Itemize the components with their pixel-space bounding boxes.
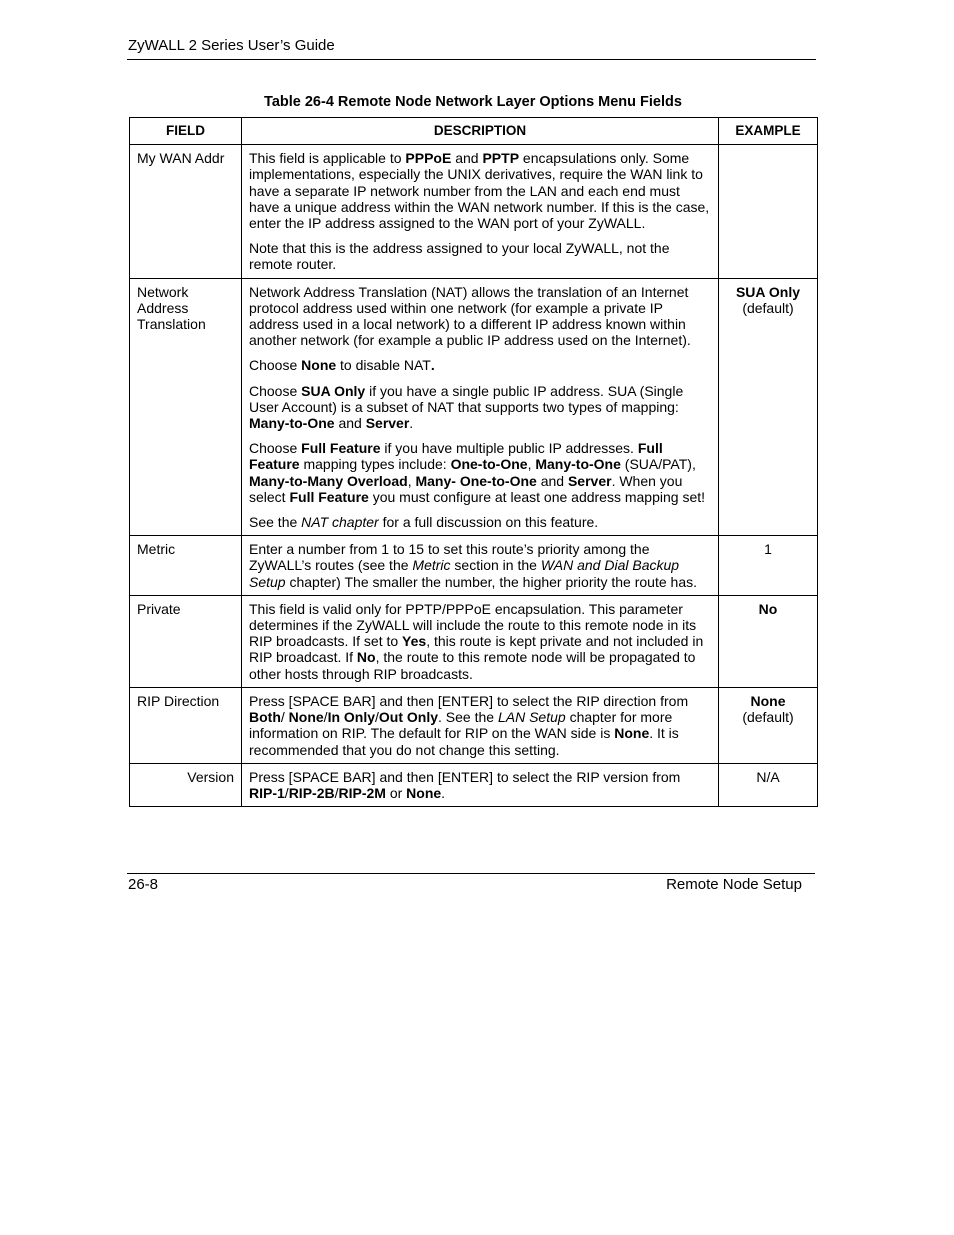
text-run: /: [334, 784, 339, 801]
text-run: . It is recommended that you do not change this setting.: [249, 725, 679, 758]
description-paragraph: [249, 240, 711, 272]
bold-text: .: [430, 357, 435, 374]
text-run: encapsulations only. Some implementations, especially the UNIX derivatives, require the WAN link to have a separate IP network number from the LAN and each end must have a unique address within the WAN network number. If this is the case, enter the IP address assigned to the WAN port of your ZyWALL.: [249, 150, 710, 232]
example-value: No: [758, 600, 778, 617]
running-header-title: ZyWALL 2 Series User’s Guide: [128, 37, 335, 54]
table-row: [130, 595, 818, 687]
text-run: /: [280, 709, 289, 726]
description-paragraph: [249, 284, 711, 349]
example-value: (default): [742, 709, 794, 726]
example-cell: [719, 536, 818, 596]
text-run: . When you select: [249, 472, 683, 505]
italic-text: NAT chapter: [301, 514, 379, 531]
text-run: chapter) The smaller the number, the higher priority the route has.: [285, 573, 697, 590]
text-run: Note that this is the address assigned to your local ZyWALL, not the remote router.: [249, 240, 670, 273]
bold-text: Yes: [402, 633, 427, 650]
text-run: you must configure at least one address mapping set!: [368, 488, 706, 505]
field-name-cell: Version: [130, 763, 242, 806]
description-paragraph: [249, 150, 711, 231]
table-row: [130, 278, 818, 536]
table-header-row: [130, 118, 818, 145]
bold-text: Both: [249, 709, 281, 726]
description-cell: [242, 687, 719, 763]
example-cell: [719, 763, 818, 806]
description-paragraph: [249, 383, 711, 432]
bold-text: RIP-2B: [288, 784, 335, 801]
text-run: Press [SPACE BAR] and then [ENTER] to select the RIP direction from: [249, 692, 689, 709]
example-cell: [719, 145, 818, 278]
text-run: This field is valid only for PPTP/PPPoE encapsulation. This parameter determines if the ZyWALL will include the route to this remote node in its RIP broadcasts. If set to: [249, 600, 697, 650]
table-body: [130, 145, 818, 807]
text-run: section in the: [450, 557, 541, 574]
bold-text: Full Feature: [249, 440, 663, 473]
bold-text: None: [301, 357, 337, 374]
field-name-cell: Network Address Translation: [130, 278, 242, 536]
bold-text: RIP-2M: [338, 784, 386, 801]
text-run: This field is applicable to: [249, 150, 406, 167]
description-cell: [242, 145, 719, 278]
description-paragraph: [249, 357, 711, 373]
table-row: [130, 763, 818, 806]
italic-text: Metric: [412, 557, 451, 574]
text-run: for a full discussion on this feature.: [378, 514, 599, 531]
description-paragraph: [249, 601, 711, 682]
description-cell: [242, 595, 719, 687]
example-cell: [719, 687, 818, 763]
bold-text: None: [288, 709, 324, 726]
text-run: to disable NAT: [336, 357, 431, 374]
bold-text: Many-to-One: [249, 415, 335, 432]
example-cell: [719, 278, 818, 536]
text-run: Choose: [249, 382, 302, 399]
text-run: Press [SPACE BAR] and then [ENTER] to select the RIP version from: [249, 768, 681, 785]
text-run: and: [451, 150, 483, 167]
example-value: SUA Only: [735, 283, 801, 300]
example-value: 1: [764, 541, 772, 558]
bold-text: One-to-One: [450, 456, 528, 473]
text-run: chapter for more information on RIP. The default for RIP on the WAN side is: [249, 709, 673, 742]
italic-text: LAN Setup: [497, 709, 566, 726]
example-cell: [719, 595, 818, 687]
field-name-cell: My WAN Addr: [130, 145, 242, 278]
footer-rule: [127, 873, 815, 874]
bold-text: Full Feature: [301, 440, 381, 457]
text-run: .: [409, 415, 414, 432]
bold-text: Server: [365, 415, 410, 432]
chapter-title: Remote Node Setup: [666, 876, 802, 893]
description-cell: [242, 536, 719, 596]
field-name-cell: RIP Direction: [130, 687, 242, 763]
text-run: /: [284, 784, 289, 801]
bold-text: Server: [567, 472, 612, 489]
text-run: if you have multiple public IP addresses.: [380, 440, 638, 457]
description-paragraph: [249, 440, 711, 505]
description-paragraph: [249, 769, 711, 801]
bold-text: PPTP: [482, 150, 520, 167]
text-run: if you have a single public IP address. SUA (Single User Account) is a subset of NAT that supports two types of mapping:: [249, 382, 684, 415]
text-run: /: [375, 709, 379, 726]
bold-text: RIP-1: [249, 784, 285, 801]
column-header-example: EXAMPLE: [719, 118, 818, 145]
bold-text: Many-to-One: [535, 456, 621, 473]
text-run: .: [441, 784, 446, 801]
text-run: Choose: [249, 440, 302, 457]
bold-text: PPPoE: [405, 150, 452, 167]
text-run: and: [536, 472, 568, 489]
bold-text: Out Only: [378, 709, 439, 726]
bold-text: None: [614, 725, 650, 742]
bold-text: No: [356, 649, 376, 666]
example-value: (default): [742, 299, 794, 316]
text-run: , this route is kept private and not included in RIP broadcast. If: [249, 633, 704, 666]
text-run: and: [334, 415, 366, 432]
bold-text: Full Feature: [289, 488, 369, 505]
italic-text: WAN and Dial Backup Setup: [249, 557, 680, 590]
column-header-description: DESCRIPTION: [242, 118, 719, 145]
fields-table: [129, 117, 818, 807]
text-run: , the route to this remote node will be propagated to other hosts through RIP broadcasts.: [249, 649, 696, 682]
table-row: [130, 687, 818, 763]
table-row: [130, 145, 818, 278]
text-run: ,: [407, 472, 416, 489]
field-name-cell: Private: [130, 595, 242, 687]
example-value: N/A: [756, 768, 780, 785]
column-header-field: FIELD: [130, 118, 242, 145]
bold-text: Many-to-Many Overload: [249, 472, 408, 489]
description-cell: [242, 763, 719, 806]
text-run: Enter a number from 1 to 15 to set this route’s priority among the ZyWALL’s routes (see the: [249, 541, 650, 574]
text-run: mapping types include:: [299, 456, 451, 473]
description-cell: [242, 278, 719, 536]
text-run: ,: [527, 456, 536, 473]
page-number: 26-8: [128, 876, 159, 893]
bold-text: In Only: [327, 709, 376, 726]
example-value: None: [750, 692, 786, 709]
description-paragraph: [249, 514, 711, 530]
text-run: Choose: [249, 357, 302, 374]
text-run: . See the: [438, 709, 498, 726]
description-paragraph: [249, 541, 711, 590]
table-row: [130, 536, 818, 596]
text-run: or: [385, 784, 407, 801]
text-run: Network Address Translation (NAT) allows the translation of an Internet protocol address used within one network (for example a private IP address used in a local network) to a different IP address known within another network (for example a public IP address used on the Internet).: [249, 283, 691, 349]
bold-text: SUA Only: [301, 382, 366, 399]
field-name-cell: Metric: [130, 536, 242, 596]
text-run: See the: [249, 514, 302, 531]
text-run: /: [323, 709, 328, 726]
text-run: (SUA/PAT),: [620, 456, 696, 473]
description-paragraph: [249, 693, 711, 758]
header-rule: [127, 59, 816, 60]
bold-text: Many- One-to-One: [415, 472, 537, 489]
bold-text: None: [406, 784, 442, 801]
table-title: Table 26-4 Remote Node Network Layer Options Menu Fields: [264, 94, 682, 110]
